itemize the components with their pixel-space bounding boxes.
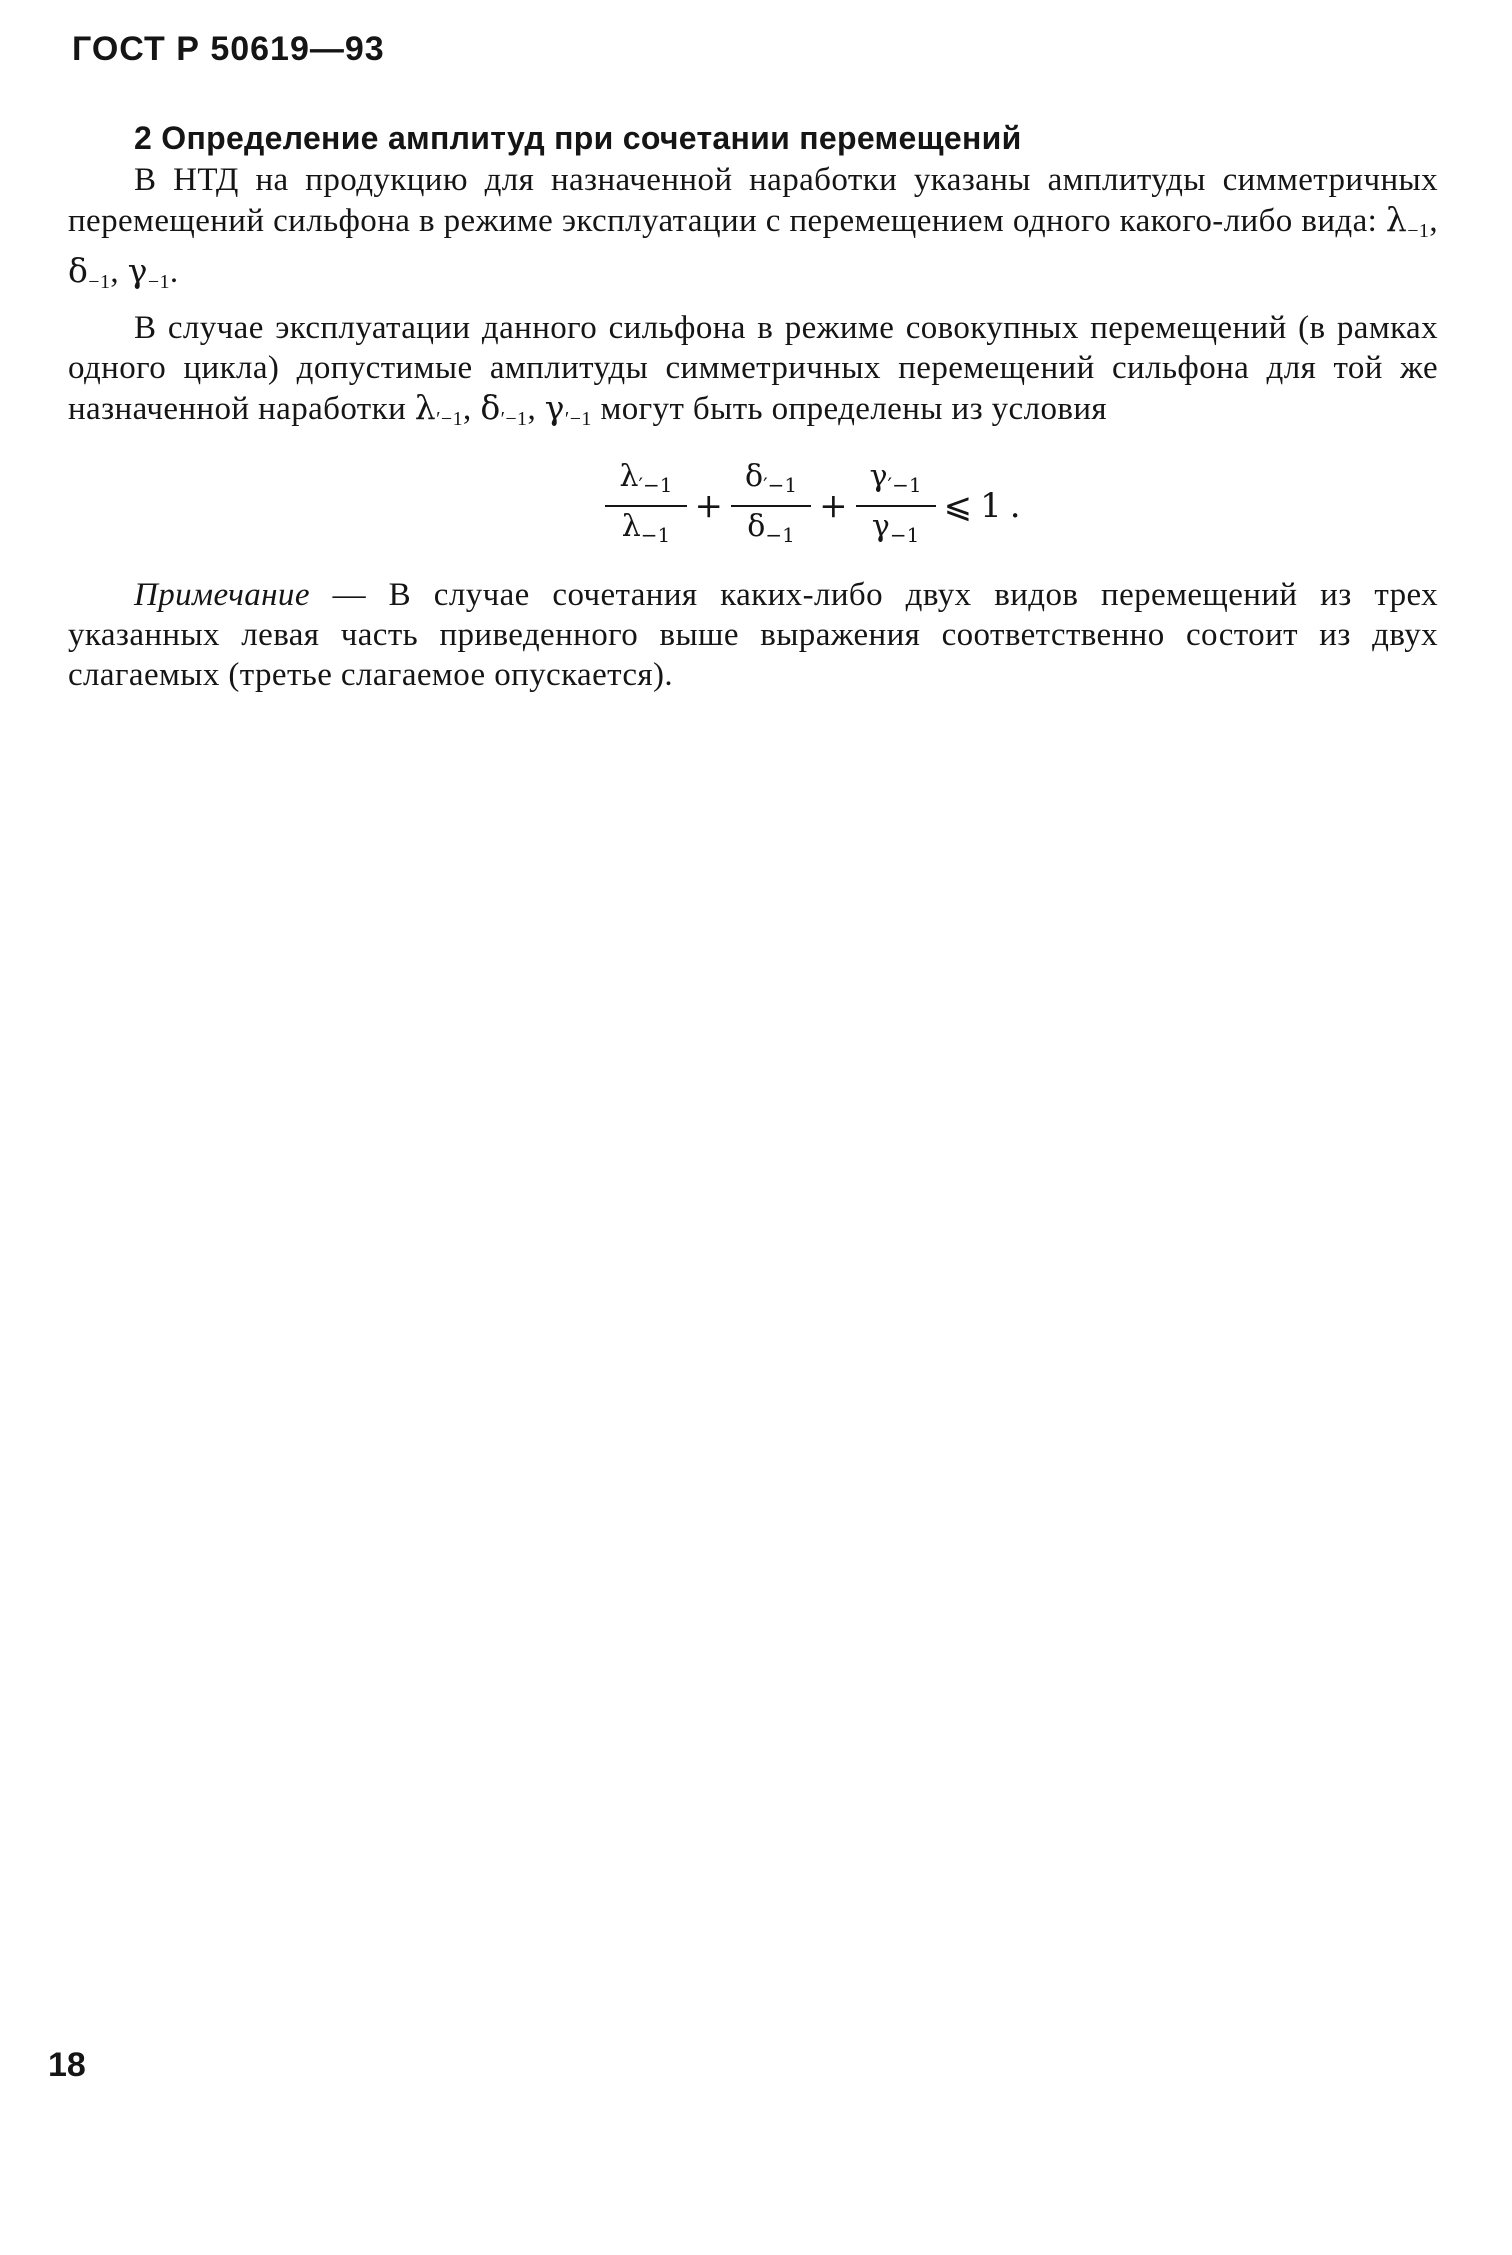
paragraph-2-text: В случае эксплуатации данного сильфона в режиме совокупных перемещений (в рамках одного цикла) допустимые амплитуды симметричных перемещений сильфона для той же назначенной наработки: [68, 310, 1438, 427]
delta-symbol: δ: [745, 459, 764, 494]
fraction-lambda: [605, 457, 686, 555]
subscript: −1: [765, 523, 795, 547]
comma: ,: [527, 391, 537, 427]
fraction-denominator: [733, 507, 809, 555]
section-title: 2 Определение амплитуд при сочетании перемещений: [134, 120, 1022, 156]
paragraph-2: [68, 308, 1438, 439]
delta-symbol: δ: [68, 251, 89, 290]
lambda-symbol: λ: [621, 509, 641, 544]
lambda-prime-mark: ′: [436, 408, 441, 430]
paragraph-1: [68, 160, 1438, 302]
lambda-symbol: λ: [619, 459, 639, 494]
section-2: [68, 118, 1438, 695]
subscript: −1: [640, 523, 671, 547]
paragraph-1-text: В НТД на продукцию для назначенной наработки указаны амплитуды симметричных перемещений сильфона в режиме эксплуатации с перемещением одного какого-либо вида:: [68, 162, 1438, 239]
fraction-gamma: [856, 457, 936, 555]
paragraph-2-tail: могут быть определены из условия: [600, 391, 1107, 427]
note-paragraph: [68, 575, 1438, 695]
delta-subscript: −1: [505, 408, 528, 430]
subscript: −1: [892, 473, 922, 497]
subscript: −1: [643, 473, 673, 497]
fraction-numerator: [605, 457, 686, 507]
note-text: — В случае сочетания каких-либо двух видов перемещений из трех указанных левая часть приведенного выше выражения соответственно состоит из двух слагаемых (третье слагаемое опускается).: [68, 577, 1438, 693]
comma: ,: [1429, 203, 1438, 239]
gamma-symbol: γ: [127, 251, 148, 290]
fraction-delta: [731, 457, 811, 555]
gamma-subscript: −1: [569, 408, 592, 430]
lambda-symbol: λ: [414, 388, 437, 427]
lambda-symbol: λ: [1385, 200, 1408, 239]
comma: ,: [110, 254, 120, 290]
delta-subscript: −1: [88, 271, 111, 293]
delta-prime-mark: ′: [500, 408, 506, 430]
prime-mark: ′: [638, 473, 644, 497]
lambda-subscript: −1: [440, 408, 463, 430]
gamma-symbol: γ: [871, 509, 890, 544]
formula-one: 1: [980, 486, 1002, 526]
lambda-subscript: −1: [1407, 220, 1430, 242]
fraction-denominator: [858, 507, 933, 555]
subscript: −1: [889, 523, 920, 547]
gamma-subscript: −1: [147, 271, 170, 293]
page-number: 18: [48, 2046, 86, 2084]
gamma-symbol: γ: [869, 459, 888, 494]
subscript: −1: [767, 473, 798, 497]
gamma-prime-mark: ′: [564, 408, 570, 430]
less-or-equal-sign: ⩽: [943, 486, 973, 526]
fraction-numerator: [856, 457, 936, 507]
fraction-denominator: [608, 507, 685, 555]
standard-code: ГОСТ Р 50619—93: [72, 30, 385, 68]
fraction-numerator: [731, 457, 811, 507]
comma: ,: [463, 391, 472, 427]
condition-formula: [188, 457, 1438, 555]
prime-mark: ′: [763, 473, 768, 497]
note-label: Примечание: [134, 577, 310, 613]
formula-period: .: [1009, 486, 1021, 526]
plus-sign: +: [819, 486, 848, 526]
delta-symbol: δ: [480, 388, 501, 427]
prime-mark: ′: [887, 473, 893, 497]
period: .: [169, 254, 179, 290]
gamma-symbol: γ: [544, 388, 565, 427]
plus-sign: +: [694, 486, 724, 526]
delta-symbol: δ: [747, 509, 766, 544]
